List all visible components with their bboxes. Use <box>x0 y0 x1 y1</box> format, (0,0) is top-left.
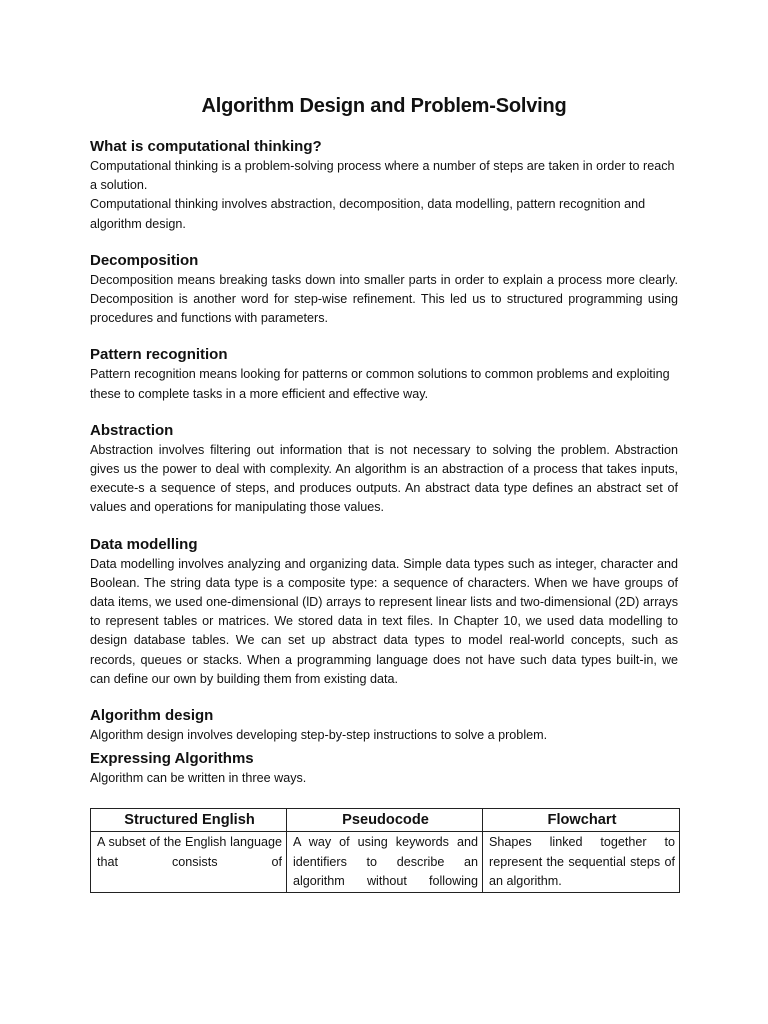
section-heading: What is computational thinking? <box>90 138 322 155</box>
section-heading: Expressing Algorithms <box>90 750 254 768</box>
section-decomposition <box>90 251 678 329</box>
section-paragraph: Algorithm design involves developing step-by-step instructions to solve a problem. <box>90 728 548 743</box>
algorithm-ways-table <box>90 808 680 893</box>
section-paragraph: Algorithm can be written in three ways. <box>90 771 307 786</box>
table-cell <box>91 832 287 893</box>
section-paragraph: Pattern recognition means looking for patterns or common solutions to common problems and exploiting these to complete tasks in a more efficient and effective way. <box>90 367 670 401</box>
section-pattern-recognition <box>90 345 678 403</box>
table-cell <box>287 832 483 893</box>
section-algorithm-design <box>90 706 678 745</box>
section-heading: Pattern recognition <box>90 346 228 364</box>
section-paragraph: Computational thinking is a problem-solving process where a number of steps are taken in order to reach a solution. <box>90 159 675 193</box>
table-header-row <box>91 809 680 832</box>
table-header-cell: Structured English <box>91 809 287 832</box>
section-paragraph: Data modelling involves analyzing and organizing data. Simple data types such as integer, character and Boolean. The string data type is a composite type: a sequence of characters. When we have groups of data items, we used one-dimensional (lD) arrays to represent linear lists and two-dimensional (2D) arrays to represent tables or matrices. We stored data in text files. In Chapter 10, we used data modelling to design database tables. We can set up abstract data types to model real-world concepts, such as records, queues or stacks. When a programming language does not have such data types built-in, we can define our own by building them from existing data. <box>90 556 678 686</box>
table-cell-text: A subset of the English language that consists of <box>97 835 282 869</box>
table-header-cell: Pseudocode <box>287 809 483 832</box>
table-cell-text: A way of using keywords and identifiers to describe an algorithm without following <box>293 835 478 888</box>
section-heading: Decomposition <box>90 251 199 269</box>
section-heading: Algorithm design <box>90 707 214 725</box>
table-row <box>91 832 680 893</box>
document-page <box>90 93 678 893</box>
page-title: Algorithm Design and Problem-Solving <box>201 95 567 117</box>
section-paragraph: Decomposition means breaking tasks down into smaller parts in order to explain a process more clearly. Decomposition is another word for step-wise refinement. This led us to structured programming using procedures and functions with parameters. <box>90 272 678 326</box>
section-data-modelling <box>90 535 678 689</box>
table-cell-text: Shapes linked together to represent the sequential steps of an algorithm. <box>489 835 675 888</box>
section-computational-thinking <box>90 137 678 234</box>
section-heading: Abstraction <box>90 421 174 439</box>
section-paragraph: Abstraction involves filtering out information that is not necessary to solving the problem. Abstraction gives us the power to deal with complexity. An algorithm is an abstraction of a process that takes inputs, execute-s a sequence of steps, and produces outputs. An abstract data type defines an abstract set of values and operations for manipulating those values. <box>90 442 678 515</box>
section-abstraction <box>90 421 678 518</box>
section-heading: Data modelling <box>90 535 198 553</box>
section-paragraph: Computational thinking involves abstraction, decomposition, data modelling, pattern recognition and algorithm design. <box>90 197 646 231</box>
table-header-cell: Flowchart <box>483 809 680 832</box>
table-cell <box>483 832 680 893</box>
section-expressing-algorithms <box>90 749 678 788</box>
